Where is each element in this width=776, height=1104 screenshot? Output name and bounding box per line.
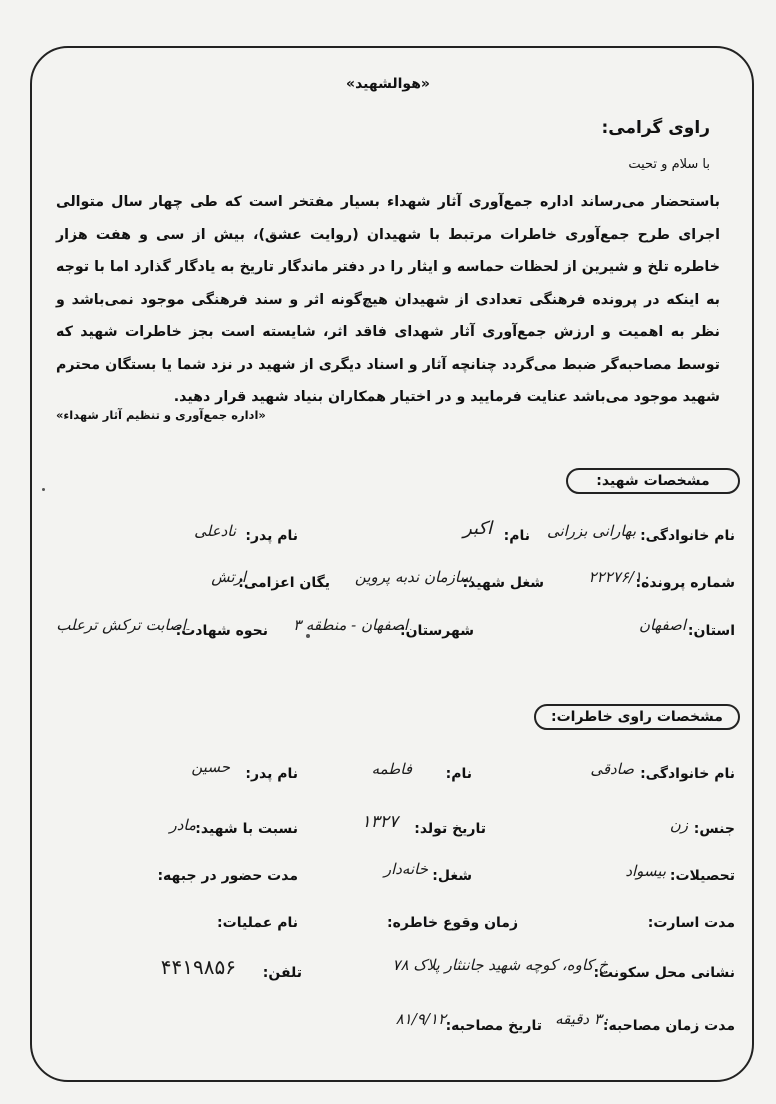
martyr-city-label: شهرستان: [399,623,474,639]
martyr-job-value: سازمان ندبه پروین [354,568,472,586]
martyr-death-label: نحوه شهادت: [175,623,268,639]
narrator-gender-value: زن [669,816,688,834]
narrator-family-value: صادقی [590,760,634,778]
narrator-address-value: خ کاوه، کوچه شهید جاننثار پلاک ۷۸ [392,956,608,974]
page-title: «هوالشهید» [346,76,430,92]
narrator-father-value: حسین [191,758,230,776]
narrator-phone-label: تلفن: [262,965,302,981]
narrator-date-label: تاریخ مصاحبه: [445,1018,542,1034]
martyr-province-value: اصفهان [639,616,686,634]
narrator-family-label: نام خانوادگی: [640,766,735,782]
martyr-file-label: شماره پرونده: [635,575,735,591]
narrator-name-value: فاطمه [371,760,412,778]
letter-salutation: با سلام و تحیت [628,157,710,172]
letter-greeting: راوی گرامی: [601,118,710,138]
martyr-death-value: اصابت ترکش ترعلب [56,616,186,634]
narrator-address-label: نشانی محل سکونت: [593,965,735,981]
narrator-memory-time-label: زمان وقوع خاطره: [387,915,518,931]
martyr-job-label: شغل شهید: [462,575,544,591]
narrator-gender-label: جنس: [693,821,735,837]
martyr-section-heading: مشخصات شهید: [566,468,740,494]
narrator-date-value: ۸۱/۹/۱۲ [395,1010,446,1028]
martyr-father-label: نام پدر: [245,528,298,544]
letter-signature: «اداره جمع‌آوری و تنظیم آثار شهداء» [56,408,266,422]
narrator-captivity-label: مدت اسارت: [647,915,735,931]
letter-body: باستحضار می‌رساند اداره جمع‌آوری آثار شهداء بسیار مفتخر است که طی چهار سال متوالی اجرای طرح جمع‌آوری خاطرات مرتبط با شهیدان (روایت عشق)، بیش از سی و هفت هزار خاطره تلخ و شیرین از لحظات حماسه و ایثار را در دفتر ماندگار تاریخ به یادگار گذارد اما با توجه به اینکه در پرونده فرهنگی تعدادی از شهیدان هیچ‌گونه اثر و سند فرهنگی موجود نمی‌باشد و نظر به اهمیت و ارزش جمع‌آوری آثار شهدای فاقد اثر، شایسته است بجز خاطرات شهید که توسط مصاحبه‌گر ضبط می‌گردد چنانچه آثار و اسناد دیگری از شهید در نزد شما یا بستگان محترم شهید موجود می‌باشد عنایت فرمایید و در اختیار همکاران بنیاد شهید قرار دهید. [56,194,720,405]
martyr-family-value: بهارانی بزرانی [546,522,636,540]
narrator-relation-label: نسبت با شهید: [195,821,298,837]
narrator-job-value: خانه‌دار [383,860,428,878]
narrator-edu-label: تحصیلات: [669,868,735,884]
narrator-birth-value: ۱۳۲۷ [361,812,398,832]
narrator-front-label: مدت حضور در جبهه: [157,868,298,884]
martyr-father-value: نادعلی [194,522,236,540]
narrator-father-label: نام پدر: [245,766,298,782]
martyr-city-value: اصفهان - منطقه ۳ [293,616,408,634]
narrator-duration-label: مدت زمان مصاحبه: [602,1018,735,1034]
narrator-relation-value: مادر [169,816,196,834]
martyr-province-label: استان: [687,623,735,639]
martyr-name-value: اکبر [463,518,492,539]
narrator-edu-value: بیسواد [625,862,666,880]
narrator-phone-value: ۴۴۱۹۸۵۶ [160,955,236,979]
scan-speck [306,634,310,638]
martyr-family-label: نام خانوادگی: [640,528,735,544]
martyr-unit-value: ارتش [211,568,246,586]
martyr-file-value: ۲۲۲۷۶/۱۰ [588,568,650,586]
scan-speck [42,488,45,491]
martyr-unit-label: یگان اعزامی: [238,575,330,591]
narrator-duration-value: ۳۰ دقیقه [555,1010,610,1028]
narrator-operation-label: نام عملیات: [217,915,298,931]
narrator-section-heading: مشخصات راوی خاطرات: [534,704,740,730]
martyr-name-label: نام: [503,528,530,544]
narrator-job-label: شغل: [432,868,472,884]
narrator-name-label: نام: [445,766,472,782]
narrator-birth-label: تاریخ تولد: [414,821,486,837]
